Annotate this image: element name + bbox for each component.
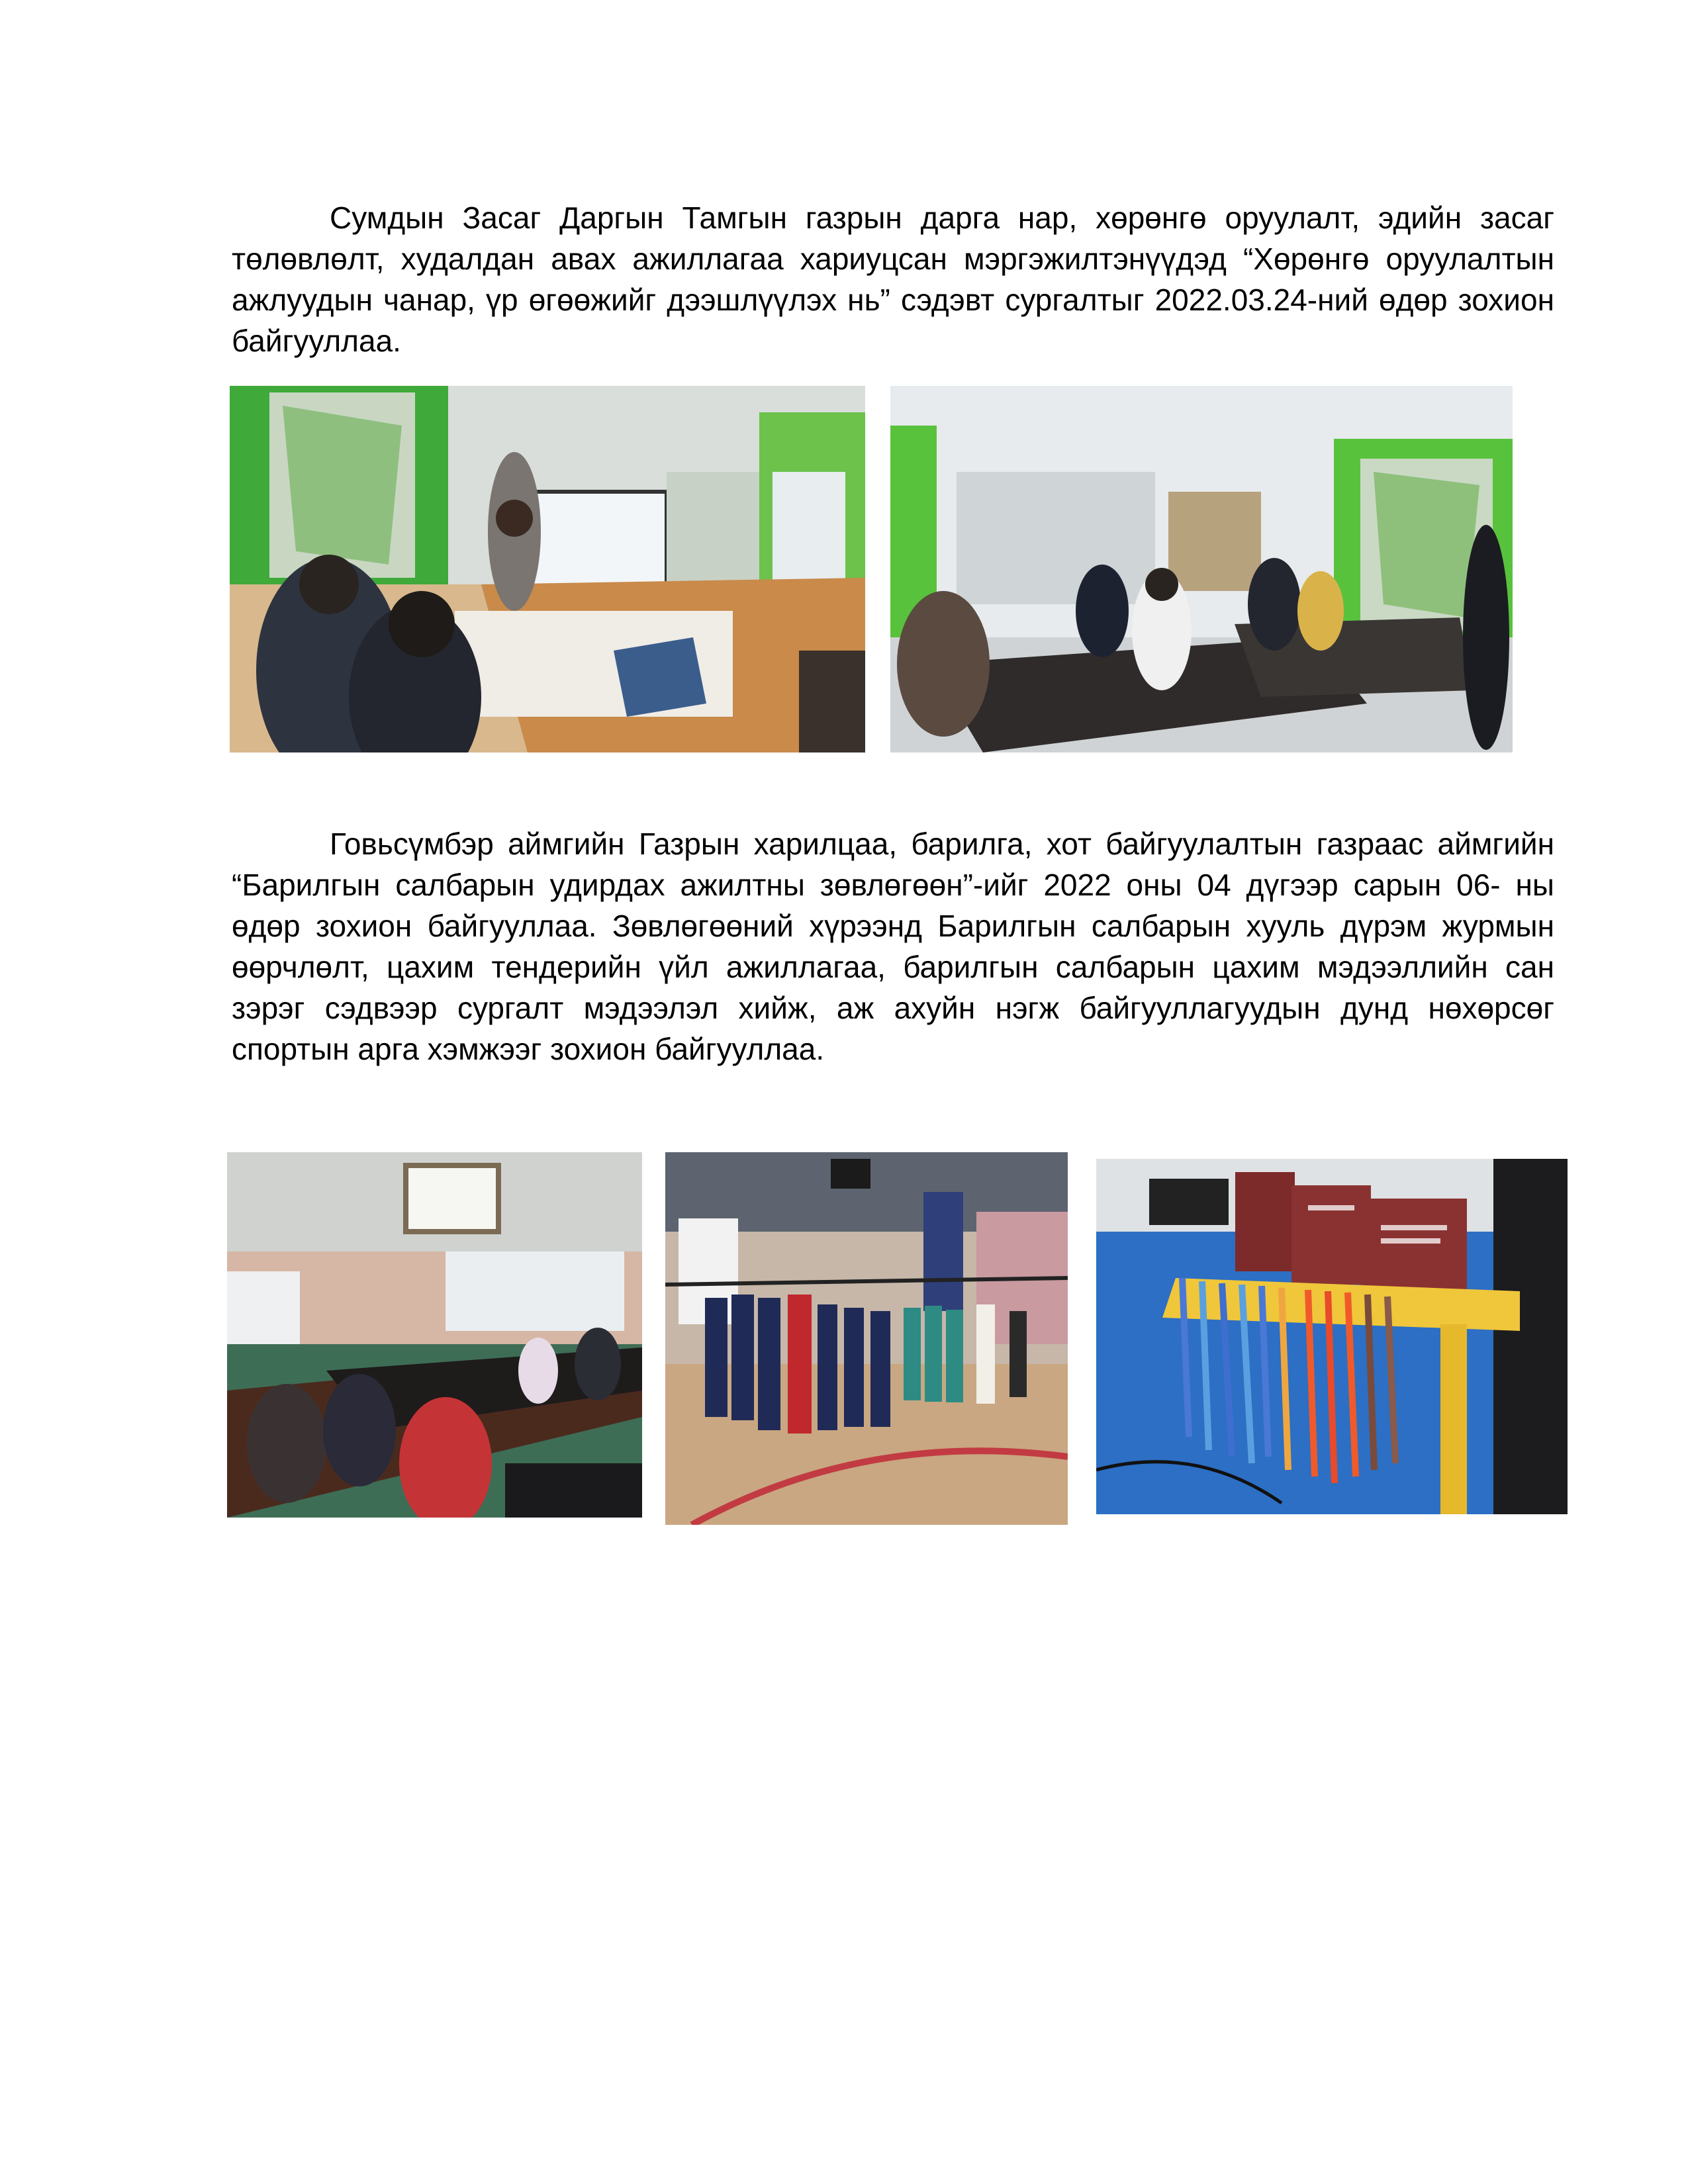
training-room-meeting-photo <box>890 386 1513 752</box>
paragraph-training <box>232 197 1554 361</box>
volleyball-teams-lineup-photo <box>665 1152 1068 1525</box>
training-room-presentation-photo <box>230 386 865 752</box>
medals-and-certificates-photo <box>1096 1159 1568 1514</box>
paragraph-construction-meeting-text: Говьсүмбэр аймгийн Газрын харилцаа, барилга, хот байгуулалтын газраас аймгийн “Барилгын салбарын удирдах ажилтны зөвлөгөөн”-ийг 2022 оны 04 дүгээр сарын 06- ны өдөр зохион байгууллаа. Зөвлөгөөний хүрээнд Барилгын салбарын хууль дүрэм журмын өөрчлөлт, цахим тендерийн үйл ажиллагаа, барилгын салбарын цахим мэдээллийн сан зэрэг сэдвээр сургалт мэдээлэл хийж, аж ахуйн нэгж байгууллагуудын дунд нөхөрсөг спортын арга хэмжээг зохион байгууллаа. <box>232 827 1554 1066</box>
paragraph-construction-meeting <box>232 823 1554 1069</box>
conference-hall-meeting-photo <box>227 1152 642 1518</box>
paragraph-training-text: Сумдын Засаг Даргын Тамгын газрын дарга нар, хөрөнгө оруулалт, эдийн засаг төлөвлөлт, худалдан авах ажиллагаа хариуцсан мэргэжилтэнүүдэд “Хөрөнгө оруулалтын ажлуудын чанар, үр өгөөжийг дээшлүүлэх нь” сэдэвт сургалтыг 2022.03.24-ний өдөр зохион байгууллаа. <box>232 201 1554 358</box>
